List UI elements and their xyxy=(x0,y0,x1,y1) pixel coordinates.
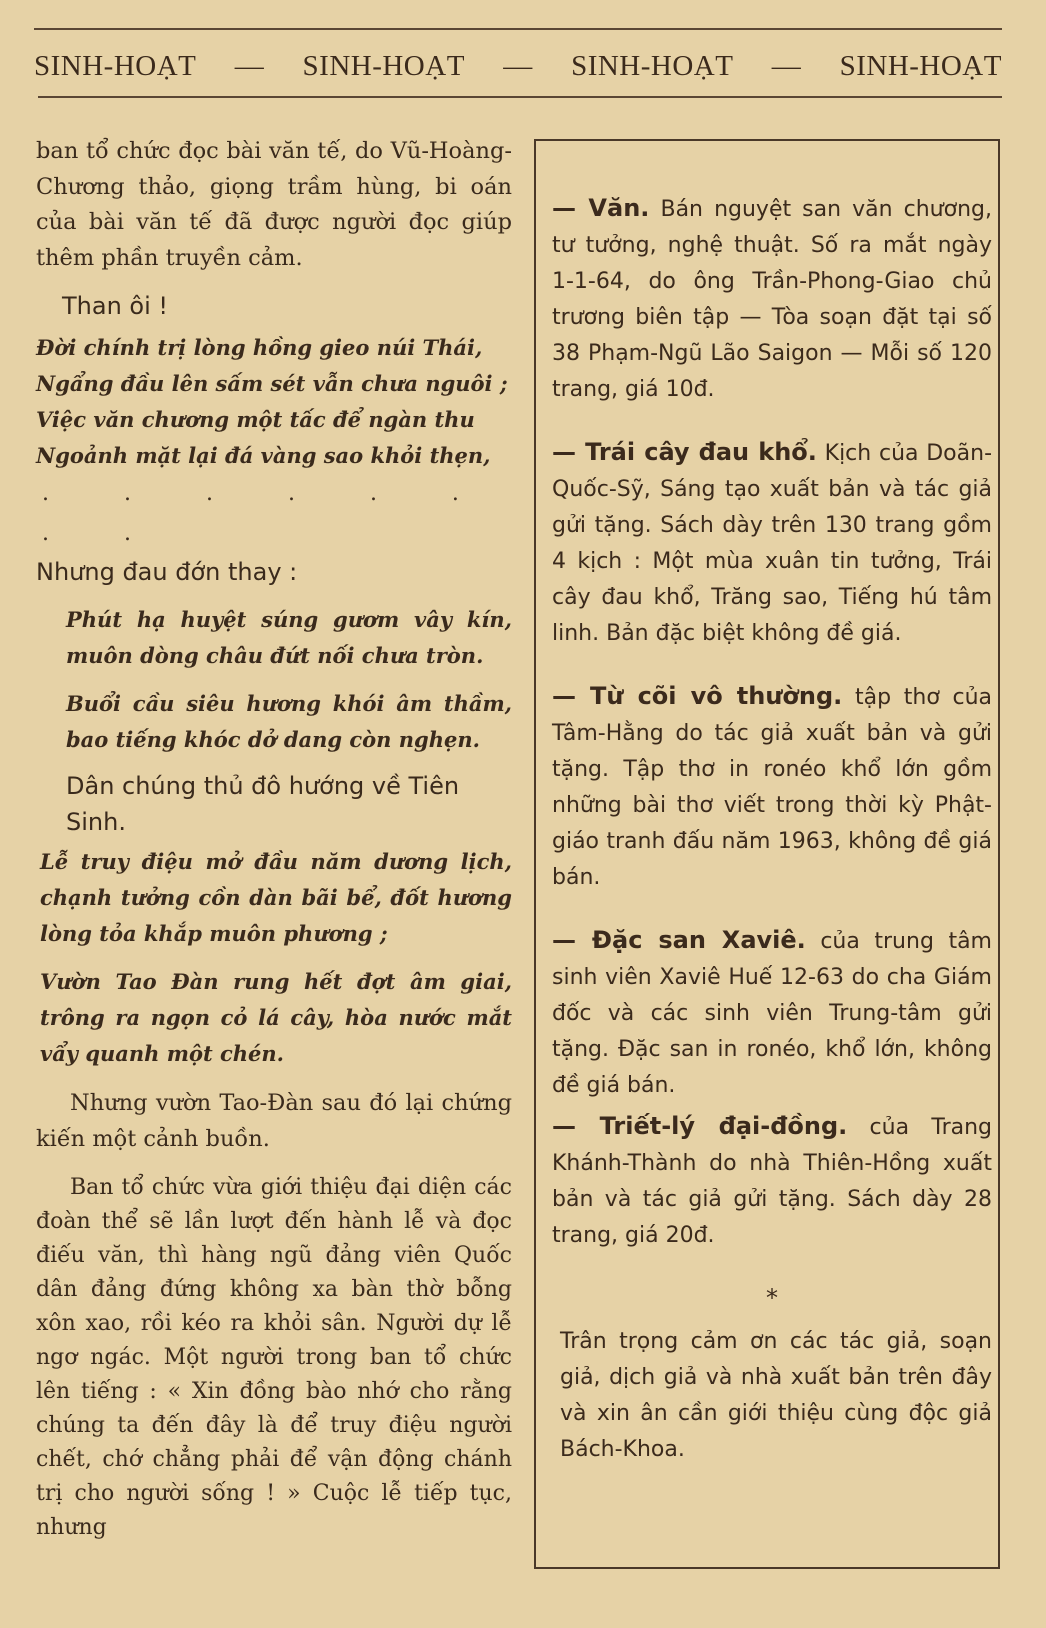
verse-block-2: Phút hạ huyệt súng gươm vây kín, muôn dòng châu đứt nối chưa tròn. xyxy=(66,607,512,668)
paragraph-ceremony: Ban tổ chức vừa giới thiệu đại diện các đoàn thể sẽ lần lượt đến hành lễ và đọc điếu văn, thì hàng ngũ đảng viên Quốc dân đảng đứng không xa bàn thờ bỗng xôn xao, rồi kéo ra khỏi sân. Người dự lễ ngơ ngác. Một người trong ban tổ chức lên tiếng : « Xin đồng bào nhớ cho rằng chúng ta đến đây là để truy điệu người chết, chớ chẳng phải để vận động chánh trị cho người sống ! » Cuộc lễ tiếp tục, nhưng xyxy=(36,1175,512,1540)
paragraph-sad-scene: Nhưng vườn Tao-Đàn sau đó lại chứng kiến một cảnh buồn. xyxy=(36,1090,512,1152)
header-section-2: SINH-HOẠT xyxy=(302,49,465,82)
exclamation: Than ôi ! xyxy=(62,292,169,320)
book-title: — Trái cây đau khổ. xyxy=(552,438,817,466)
thanks-note: Trân trọng cảm ơn các tác giả, soạn giả, dịch giả và nhà xuất bản trên đây và xin ân cần giới thiệu cùng độc giả Bách-Khoa. xyxy=(560,1329,992,1462)
running-header xyxy=(34,44,1002,88)
book-title: — Từ cõi vô thường. xyxy=(552,682,843,710)
verse-block-3: Buổi cầu siêu hương khói âm thầm, bao tiếng khóc dở dang còn nghẹn. xyxy=(66,691,512,752)
verse-line: Ngẩng đầu lên sấm sét vẫn chưa nguôi ; xyxy=(36,371,508,396)
book-entry xyxy=(552,434,992,652)
header-top-rule xyxy=(34,28,1002,30)
book-description: Kịch của Doãn-Quốc-Sỹ, Sáng tạo xuất bản và tác giả gửi tặng. Sách dày trên 130 trang gồm 4 kịch : Một mùa xuân tin tưởng, Trái cây đau khổ, Trăng sao, Tiếng hú tâm linh. Bản đặc biệt không đề giá. xyxy=(552,441,993,646)
header-bottom-rule xyxy=(38,96,1002,98)
book-title: — Văn. xyxy=(552,194,650,222)
paragraph-people: Dân chúng thủ đô hướng về Tiên Sinh. xyxy=(66,772,460,836)
book-entry xyxy=(552,678,992,896)
book-description: Bán nguyệt san văn chương, tư tưởng, nghệ thuật. Số ra mắt ngày 1-1-64, do ông Trần-Phong-Giao chủ trương biên tập — Tòa soạn đặt tại số 38 Phạm-Ngũ Lão Saigon — Mỗi số 120 trang, giá 10đ. xyxy=(552,197,992,402)
right-column xyxy=(552,190,992,1494)
book-entry xyxy=(552,922,992,1104)
ellipsis-dots: . . . . . . . . xyxy=(42,481,493,546)
verse-line: Ngoảnh mặt lại đá vàng sao khỏi thẹn, xyxy=(36,443,491,468)
book-entry xyxy=(552,190,992,408)
header-dash-3: — xyxy=(771,49,802,82)
paragraph-but-pain: Nhưng đau đớn thay : xyxy=(36,558,298,586)
verse-line: Đời chính trị lòng hồng gieo núi Thái, xyxy=(36,335,483,360)
book-description: của trung tâm sinh viên Xaviê Huế 12-63 do cha Giám đốc và các sinh viên Trung-tâm gửi tặng. Đặc san in ronéo, khổ lớn, không đề giá bán. xyxy=(552,929,992,1098)
header-dash-2: — xyxy=(503,49,533,82)
header-section-4: SINH-HOẠT xyxy=(839,49,1002,82)
separator-star: * xyxy=(766,1284,778,1312)
verse-line: Việc văn chương một tấc để ngàn thu xyxy=(36,407,475,432)
header-dash-1: — xyxy=(234,49,265,82)
book-description: tập thơ của Tâm-Hằng do tác giả xuất bản và gửi tặng. Tập thơ in ronéo khổ lớn gồm những bài thơ viết trong thời kỳ Phật-giáo tranh đấu năm 1963, không đề giá bán. xyxy=(552,685,992,890)
header-section-1: SINH-HOẠT xyxy=(34,49,197,82)
verse-block-1 xyxy=(36,330,512,474)
verse-block-4: Lễ truy điệu mở đầu năm dương lịch, chạnh tưởng cồn dàn bãi bể, đốt hương lòng tỏa khắp muôn phương ; xyxy=(40,849,512,946)
header-section-3: SINH-HOẠT xyxy=(571,49,734,82)
book-title: — Đặc san Xaviê. xyxy=(552,926,806,954)
paragraph-intro: ban tổ chức đọc bài văn tế, do Vũ-Hoàng-Chương thảo, giọng trầm hùng, bi oán của bài văn tế đã được người đọc giúp thêm phần truyền cảm. xyxy=(36,138,512,271)
book-title: — Triết-lý đại-đồng. xyxy=(552,1112,848,1140)
left-column xyxy=(36,134,512,1545)
book-entry xyxy=(552,1108,992,1254)
verse-block-5: Vườn Tao Đàn rung hết đợt âm giai, trông ra ngọn cỏ lá cây, hòa nước mắt vẩy quanh một chén. xyxy=(40,969,512,1066)
book-description: của Trang Khánh-Thành do nhà Thiên-Hồng xuất bản và tác giả gửi tặng. Sách dày 28 trang, giá 20đ. xyxy=(552,1115,992,1248)
